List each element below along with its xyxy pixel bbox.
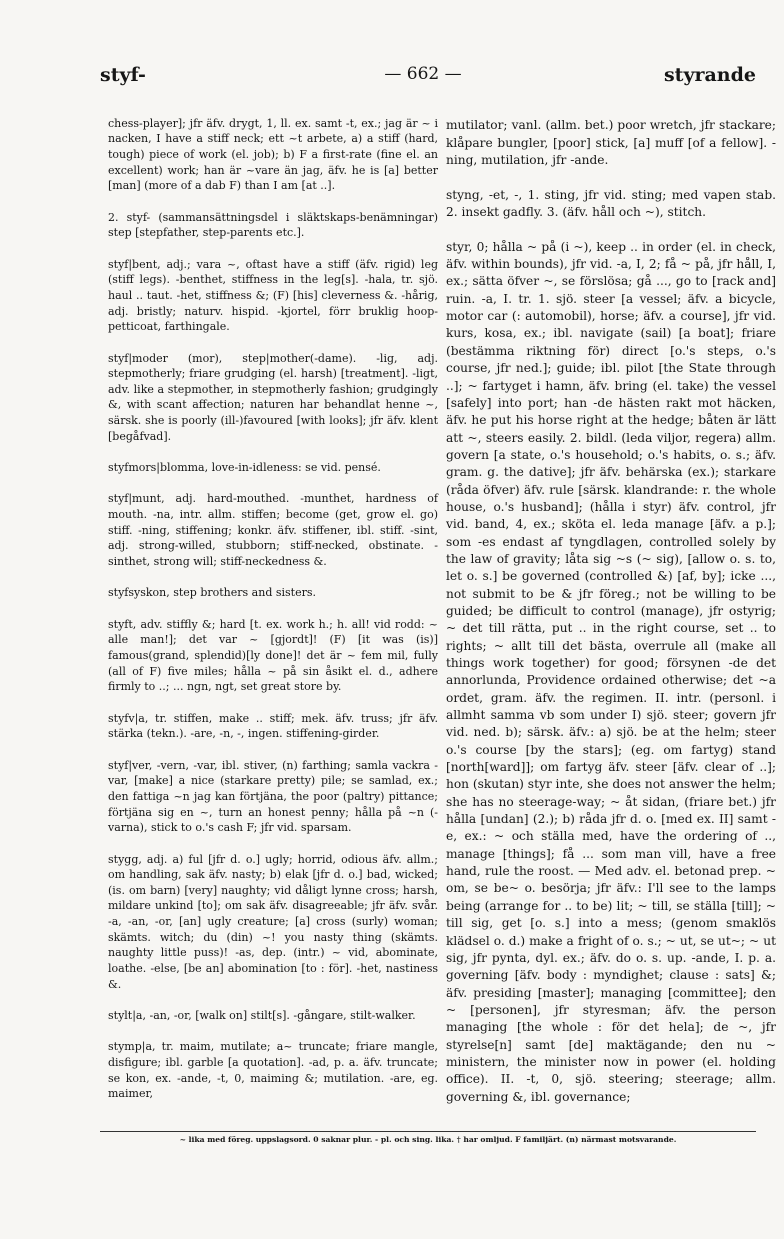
- entry-styf-continued: chess-player]; jfr äfv. drygt, 1, ll. ex. samt -t, ex.; jag är ~ i nacken, I have a stiff neck; ett ~t arbete, a) a stiff (hard, tough) piece of work (el. job); b) F a first-rate (fine el. an excellent) work; han är ~vare än jag, äfv. he is [a] better [man] (more of a dab F) than I am [at ..].: [108, 116, 438, 193]
- right-column: [446, 100, 776, 1123]
- footer-rule: [100, 1131, 756, 1132]
- entry-stympa-continued: mutilator; vanl. (allm. bet.) poor wretch, jfr stackare; klåpare bungler, [poor] stick, [a] muff [of a fellow]. -ning, mutilation, jfr -ande.: [446, 118, 776, 168]
- entry-stylta: stylt|a, -an, -or, [walk on] stilt[s]. -gångare, stilt-walker.: [108, 1009, 416, 1023]
- page-header: [100, 64, 756, 88]
- entry-styft: styft, adv. stiffly &; hard [t. ex. work h.; h. all! vid rodd: ~ alle man!]; det var ~ [gjordt]! (F) [it was (is)] famous(grand, splendid)[ly done]! det är ~ fem mil, fully (all of F) five miles; hålla ~ på sin åsikt el. d., adhere firmly to ..; ... ngn, ngt, set great store by.: [108, 617, 438, 694]
- left-column: [108, 100, 438, 1118]
- right-running-headword: styrande: [663, 64, 756, 86]
- entry-styr: styr, 0; hålla ~ på (i ~), keep .. in order (el. in check, äfv. within bounds), jfr vid. -a, I, 2; få ~ på, jfr håll, I, ex.; sätta öfver ~, se förslösa; gå ..., go to [rack and] ruin. -a, I. tr. 1. sjö. steer [a vessel; äfv. a bicycle, motor car (: automobil), horse; äfv. a course], jfr vid. kurs, kosa, ex.; ibl. navigate (sail) [a boat]; friare (bestämma riktning för) direct [o.'s steps, o.'s course, jfr ned.]; guide; ibl. pilot [the State through ..]; ~ fartyget i hamn, äfv. bring (el. take) the vessel [safely] into port; han -de hästen rakt mot häcken, äfv. he put his horse right at the hedge; båten är lätt att ~, steers easily. 2. bildl. (leda viljor, regera) allm. govern [a state, o.'s household; o.'s habits, o. s.; äfv. gram. g. the dative]; jfr äfv. behärska (ex.); starkare (råda öfver) äfv. rule [särsk. klandrande: r. the whole house, o.'s husband]; (hålla i styr) äfv. control, jfr vid. band, 4, ex.; sköta el. leda manage [äfv. a p.]; som -es endast af tyngdlagen, controlled solely by the law of gravity; låta sig ~s (~ sig), [allow o. s. to, let o. s.] be governed (controlled &) [af, by]; icke ..., not submit to be & jfr föreg.; not be willing to be guided; be difficult to control (manage), jfr ostyrig; ~ det till rätta, put .. in the right course, set .. to rights; ~ allt till det bästa, overrule all (make all things work together) for good; försynen -de det annorlunda, Providence ordained otherwise; det ~a ordet, gram. äfv. the regimen. II. intr. (personl. i allmht samma vb som under I) sjö. steer; govern jfr vid. ned. b); särsk. äfv.: a) sjö. be at the helm; steer o.'s course [by the stars]; (eg. om fartyg) stand [north[ward]]; om fartyg äfv. steer [äfv. clear of ..]; hon (skutan) styr inte, she does not answer the helm; she has no steerage-way; ~ åt sidan, (friare bet.) jfr hålla [undan] (2.); b) råda jfr d. o. [med ex. II] samt -e, ex.: ~ och ställa med, have the ordering of .., manage [things]; få ... som man vill, have a free hand, rule the roost. — Med adv. el. betonad prep. ~ om, se be~ o. besörja; jfr äfv.: I'll see to the lamps being (arrange for .. to be) lit; ~ till, se ställa [till]; ~ till sig, get [o. s.] into a mess; (genom smaklös klädsel o. d.) make a fright of o. s.; ~ ut, se ut~; ~ ut sig, jfr pynta, dyl. ex.; äfv. do o. s. up. -ande, I. p. a. governing [äfv. body : myndighet; clause : sats] &; äfv. presiding [master]; managing [committee]; den ~ [personen], jfr styresman; äfv. the person managing [the whole : för det hela]; de ~, jfr styrelse[n] samt [de] maktägande; den nu ~ ministern, the minister now in power (el. holding office). II. -t, 0, sjö. steering; steerage; allm. governing &, ibl. governance;: [446, 239, 776, 1104]
- entry-styfver: styf|ver, -vern, -var, ibl. stiver, (n) farthing; samla vackra -var, [make] a nice (starkare pretty) pile; se samlad, ex.; den fattiga ~n jag kan förtjäna, the poor (paltry) pittance; förtjäna sig en ~, turn an honest penny; hålla på ~n (-varna), stick to o.'s cash F; jfr vid. sparsam.: [108, 758, 438, 835]
- entry-styfmorsblomma: styfmors|blomma, love-in-idleness: se vid. pensé.: [108, 461, 381, 475]
- entry-styfmunt: styf|munt, adj. hard-mouthed. -munthet, hardness of mouth. -na, intr. allm. stiffen; become (get, grow el. go) stiff. -ning, stiffening; konkr. äfv. stiffener, ibl. stiff. -sint, adj. strong-willed, stubborn; stiff-necked, obstinate. -sinthet, strong will; stiff-neckedness &.: [108, 492, 438, 569]
- page-number: — 662 —: [384, 64, 462, 84]
- left-running-headword: styf-: [100, 64, 146, 86]
- entry-styfbent: styf|bent, adj.; vara ~, oftast have a stiff (äfv. rigid) leg (stiff legs). -benthet, stiffness in the leg[s]. -hala, tr. sjö. haul .. taut. -het, stiffness &; (F) [his] cleverness &. -hårig, adj. bristly; naturv. hispid. -kjortel, förr bruklig hoop-petticoat, farthingale.: [108, 257, 438, 334]
- entry-stympa: stymp|a, tr. maim, mutilate; a~ truncate; friare mangle, disfigure; ibl. garble [a quotation]. -ad, p. a. äfv. truncate; se kon, ex. -ande, -t, 0, maiming &; mutilation. -are, eg. maimer,: [108, 1040, 438, 1101]
- entry-stygg: stygg, adj. a) ful [jfr d. o.] ugly; horrid, odious äfv. allm.; om handling, sak äfv. nasty; b) elak [jfr d. o.] bad, wicked; (is. om barn) [very] naughty; vid dåligt lynne cross; harsh, mildare unkind [to]; om sak äfv. disagreeable; jfr äfv. svår. -a, -an, -or, [an] ugly creature; [a] cross (surly) woman; skämts. witch; du (din) ~! you nasty thing (skämts. naughty little puss)! -as, dep. (intr.) ~ vid, abominate, loathe. -else, [be an] abomination [to : för]. -het, nastiness &.: [108, 852, 438, 991]
- entry-styf-prefix: 2. styf- (sammansättningsdel i släktskaps-benämningar) step [stepfather, step-parents etc.].: [108, 210, 438, 240]
- entry-styfmoder: styf|moder (mor), step|mother(-dame). -lig, adj. stepmotherly; friare grudging (el. harsh) [treatment]. -ligt, adv. like a stepmother, in stepmotherly fashion; grudgingly &, with scant affection; naturen har behandlat henne ~, särsk. she is poorly (ill-)favoured [with looks]; jfr äfv. klent [begåfvad].: [108, 351, 438, 443]
- entry-styfsyskon: styfsyskon, step brothers and sisters.: [108, 586, 316, 600]
- entry-styfva: styfv|a, tr. stiffen, make .. stiff; mek. äfv. truss; jfr äfv. stärka (tekn.). -are, -n, -, ingen. stiffening-girder.: [108, 711, 438, 741]
- abbreviation-legend: ~ lika med föreg. uppslagsord. 0 saknar plur. - pl. och sing. lika. † har omljud. F familjärt. (n) närmast motsvarande.: [179, 1135, 677, 1144]
- entry-styng: styng, -et, -, 1. sting, jfr vid. sting; med vapen stab. 2. insekt gadfly. 3. (äfv. håll och ~), stitch.: [446, 187, 776, 220]
